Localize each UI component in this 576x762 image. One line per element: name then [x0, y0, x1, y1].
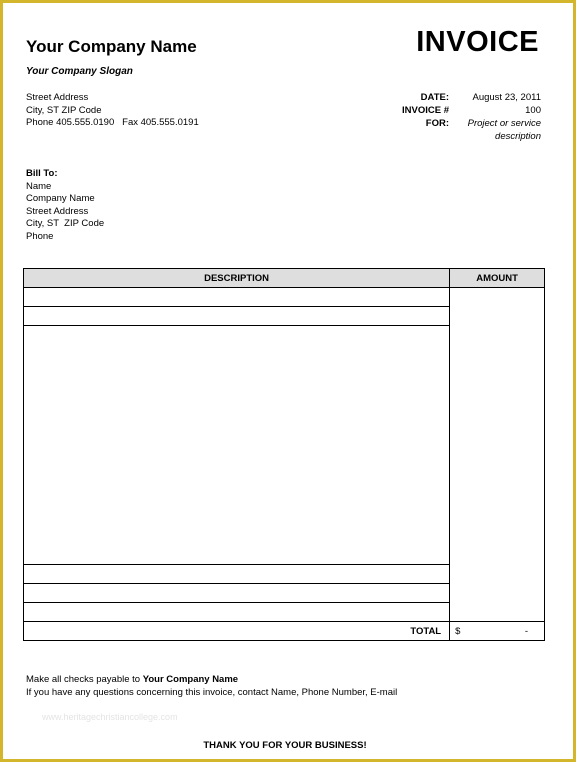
bill-to-name: Name [26, 180, 52, 192]
amount-cell[interactable] [450, 288, 545, 622]
bill-to-company: Company Name [26, 193, 95, 205]
date-value: August 23, 2011 [472, 92, 541, 103]
company-city: City, ST ZIP Code [26, 104, 102, 116]
amount-header: AMOUNT [450, 269, 545, 288]
total-value: - [524, 625, 528, 637]
description-cell[interactable] [24, 603, 450, 622]
description-cell[interactable] [24, 584, 450, 603]
for-value: Project or service description [467, 118, 541, 142]
for-label: FOR: [425, 118, 449, 129]
bill-to-phone: Phone [26, 230, 54, 242]
payable-line [26, 674, 397, 687]
total-label: TOTAL [24, 622, 450, 641]
thank-you-message: THANK YOU FOR YOUR BUSINESS! [203, 740, 367, 751]
company-address [26, 92, 199, 130]
invoice-meta-labels [370, 91, 449, 130]
date-label: DATE: [420, 92, 449, 103]
bill-to-city: City, ST ZIP Code [26, 218, 105, 230]
invoice-number-value: 100 [525, 105, 541, 116]
description-cell[interactable] [24, 307, 450, 326]
invoice-title: INVOICE [416, 26, 539, 58]
company-name: Your Company Name [26, 37, 197, 56]
description-cell[interactable] [24, 565, 450, 584]
company-street: Street Address [26, 92, 89, 103]
bill-to-heading: Bill To: [26, 168, 58, 179]
company-slogan: Your Company Slogan [26, 66, 133, 77]
description-cell[interactable] [24, 326, 450, 565]
invoice-number-label: INVOICE # [402, 105, 449, 116]
total-currency: $ [455, 625, 461, 637]
invoice-meta-values [455, 91, 541, 143]
bill-to-street: Street Address [26, 205, 89, 217]
description-header: DESCRIPTION [24, 269, 450, 288]
questions-line: If you have any questions concerning this invoice, contact Name, Phone Number, E-mail [26, 686, 398, 698]
invoice-items-table [23, 268, 545, 641]
payable-prefix: Make all checks payable to [26, 674, 143, 685]
total-field[interactable] [450, 622, 545, 641]
company-contact: Phone 405.555.0190 Fax 405.555.0191 [26, 117, 199, 129]
watermark-text: www.heritagechristiancollege.com [42, 712, 178, 722]
payable-name: Your Company Name [142, 674, 239, 685]
description-cell[interactable] [24, 288, 450, 307]
bill-to-block [26, 168, 104, 244]
payment-note [26, 674, 397, 699]
